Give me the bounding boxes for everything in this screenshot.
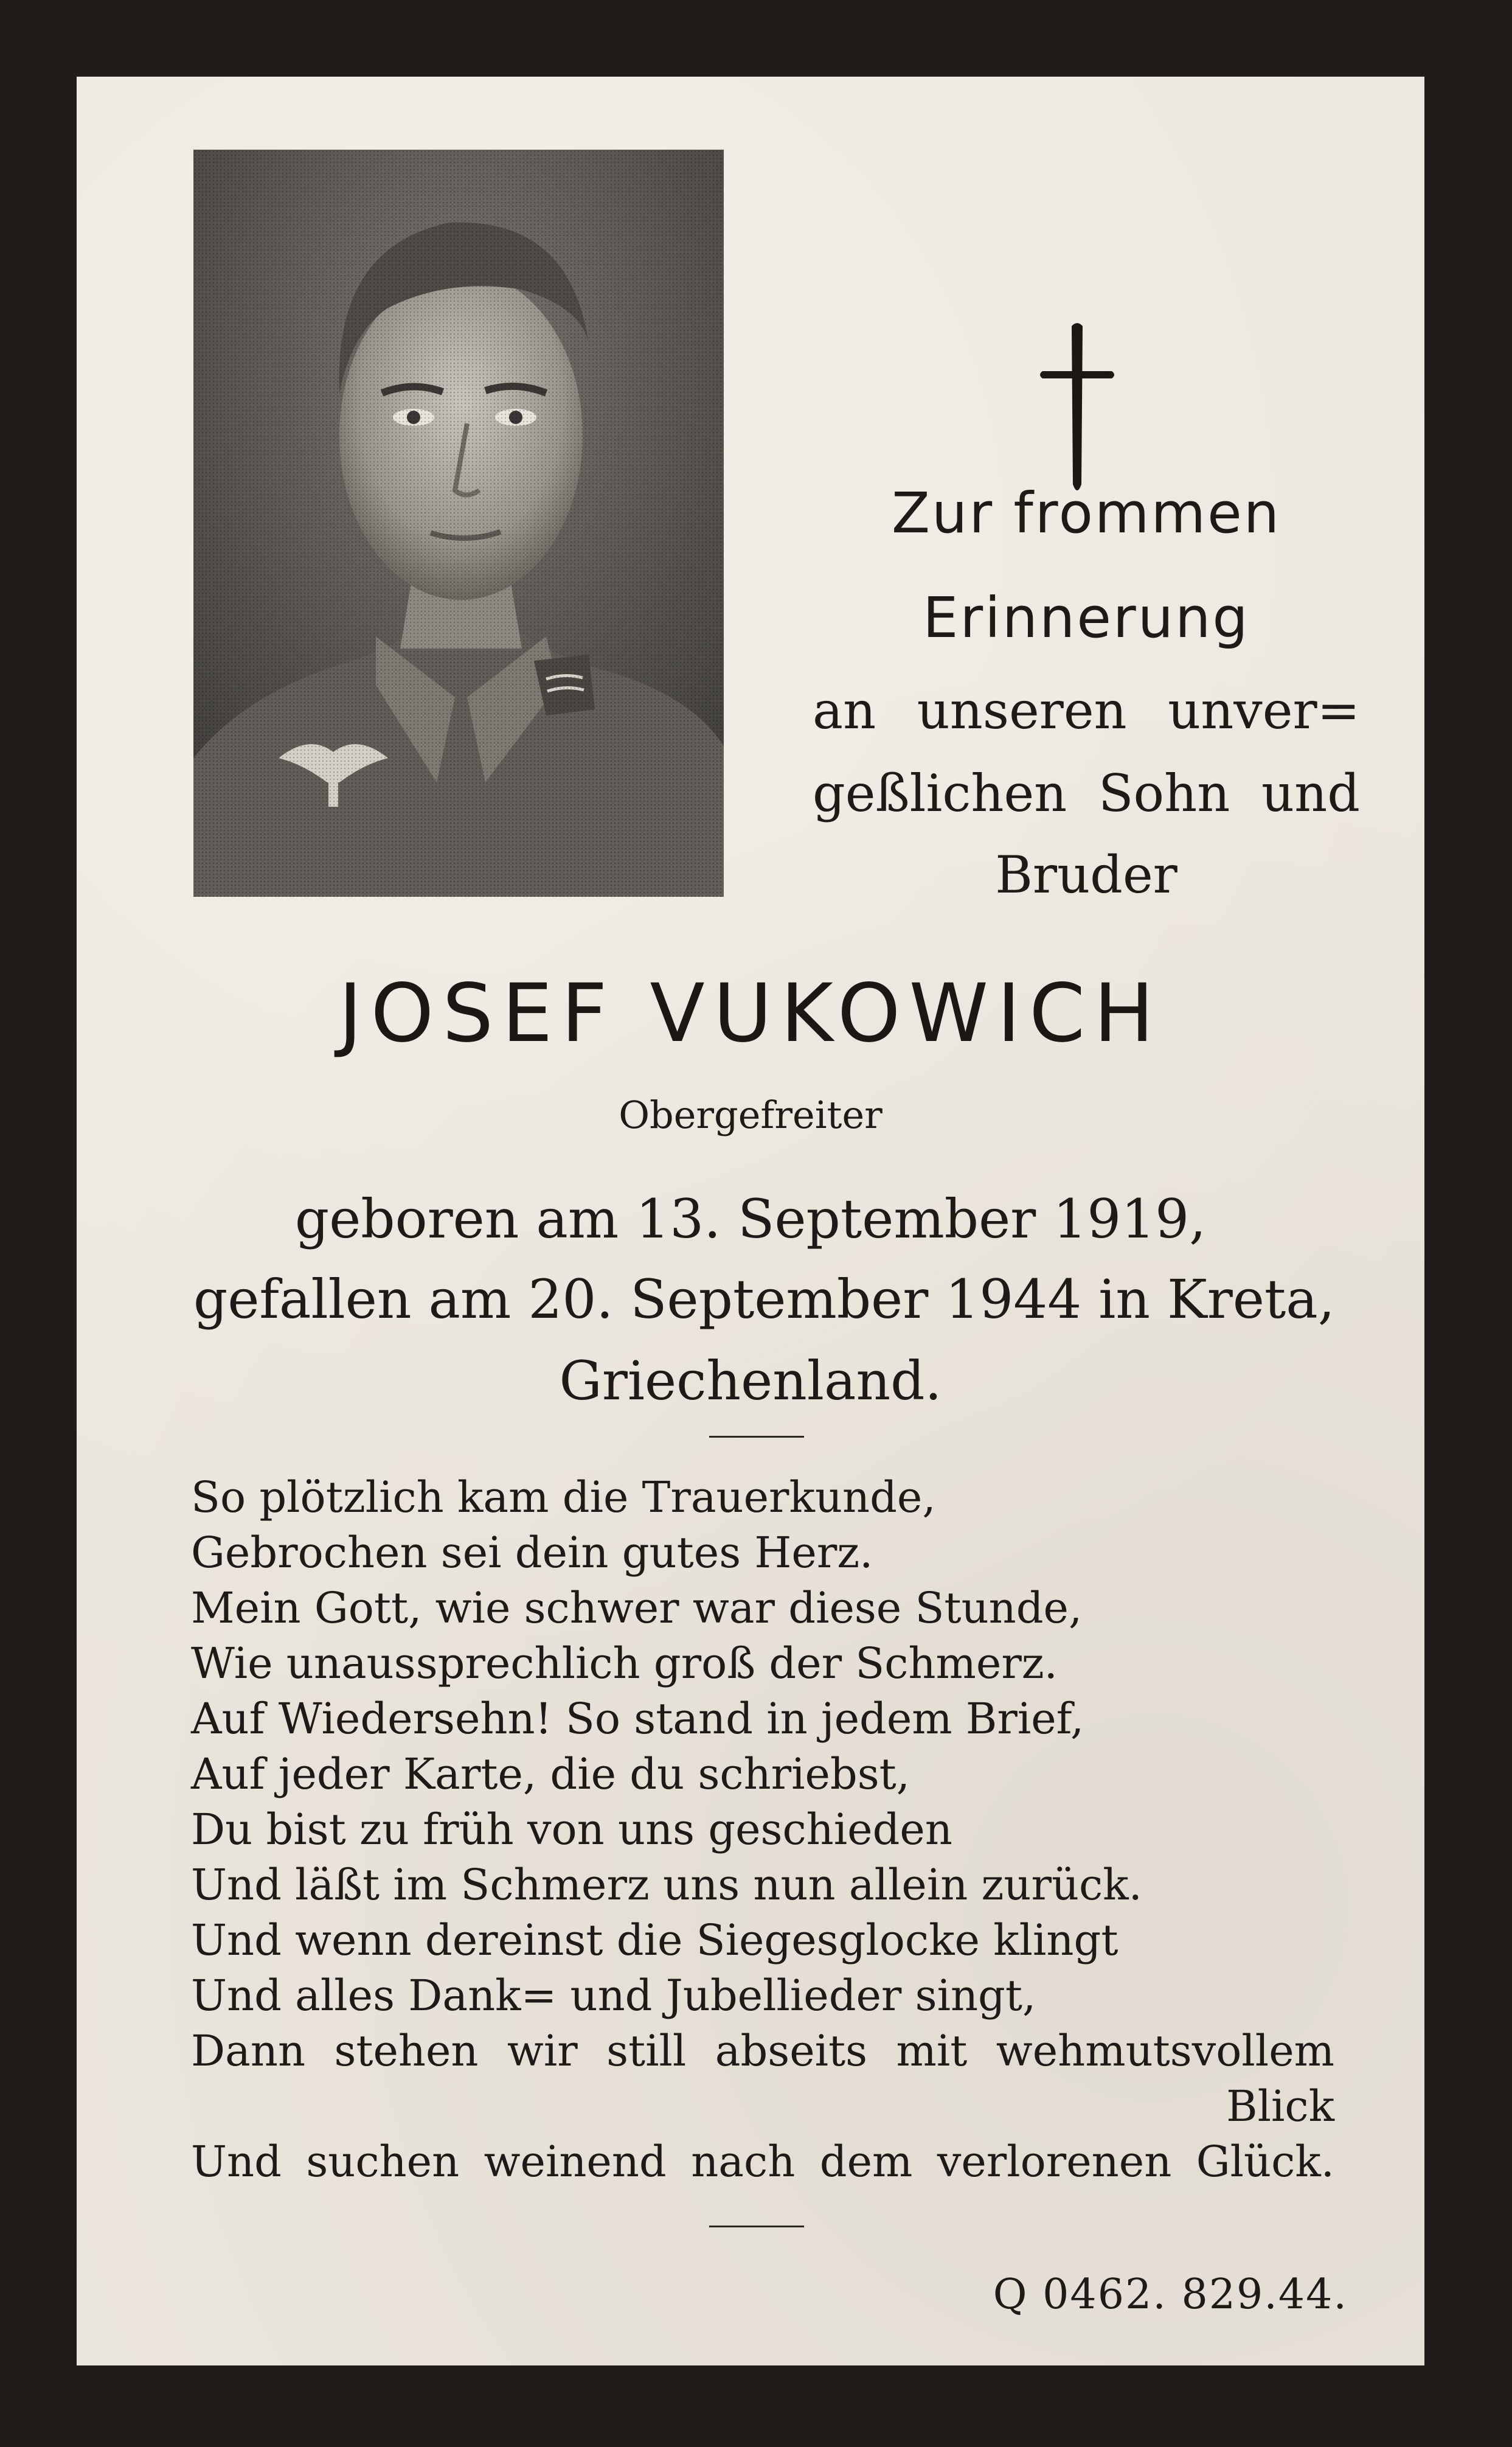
subtitle-line-3: Bruder — [995, 845, 1177, 905]
divider-top — [709, 1436, 804, 1438]
military-rank: Obergefreiter — [619, 1093, 883, 1137]
poem-line: Gebrochen sei dein gutes Herz. — [191, 1528, 873, 1578]
poem-line: Und alles Dank= und Jubellieder singt, — [191, 1971, 1036, 2021]
heading-line-2: Erinnerung — [923, 585, 1250, 650]
card-paper — [77, 77, 1424, 2365]
death-place: Griechenland. — [559, 1349, 942, 1412]
memorial-poem — [191, 1470, 1334, 2190]
heading-line-1: Zur frommen — [891, 481, 1281, 546]
poem-line: Auf Wiedersehn! So stand in jedem Brief, — [191, 1694, 1084, 1744]
subtitle-line-1: an unseren unver= — [813, 681, 1360, 740]
poem-line: Auf jeder Karte, die du schriebst, — [191, 1749, 910, 1799]
poem-line: Und wenn dereinst die Siegesglocke klingt — [191, 1915, 1118, 1965]
poem-line: Und suchen weinend nach dem verlorenen Glück. — [191, 2137, 1334, 2187]
poem-line: Blick — [1226, 2081, 1334, 2131]
deceased-name: JOSEF VUKOWICH — [338, 967, 1163, 1060]
cross-graphic — [1038, 320, 1117, 496]
subtitle-line-2: geßlichen Sohn und — [813, 764, 1360, 823]
divider-bottom — [709, 2226, 804, 2227]
portrait-photo — [193, 150, 724, 897]
birth-date: geboren am 13. September 1919, — [294, 1188, 1207, 1250]
poem-line: Dann stehen wir still abseits mit wehmutsvollem — [191, 2026, 1334, 2076]
poem-line: Mein Gott, wie schwer war diese Stunde, — [191, 1583, 1083, 1633]
latin-cross-icon — [1038, 320, 1117, 496]
poem-line: Und läßt im Schmerz uns nun allein zurück. — [191, 1860, 1142, 1910]
poem-line: Du bist zu früh von uns geschieden — [191, 1805, 952, 1854]
death-date: gefallen am 20. September 1944 in Kreta, — [193, 1268, 1335, 1331]
print-code: Q 0462. 829.44. — [993, 2271, 1348, 2319]
poem-line: So plötzlich kam die Trauerkunde, — [191, 1472, 936, 1522]
poem-line: Wie unaussprechlich groß der Schmerz. — [191, 1638, 1058, 1688]
portrait-photo-image — [193, 150, 724, 897]
